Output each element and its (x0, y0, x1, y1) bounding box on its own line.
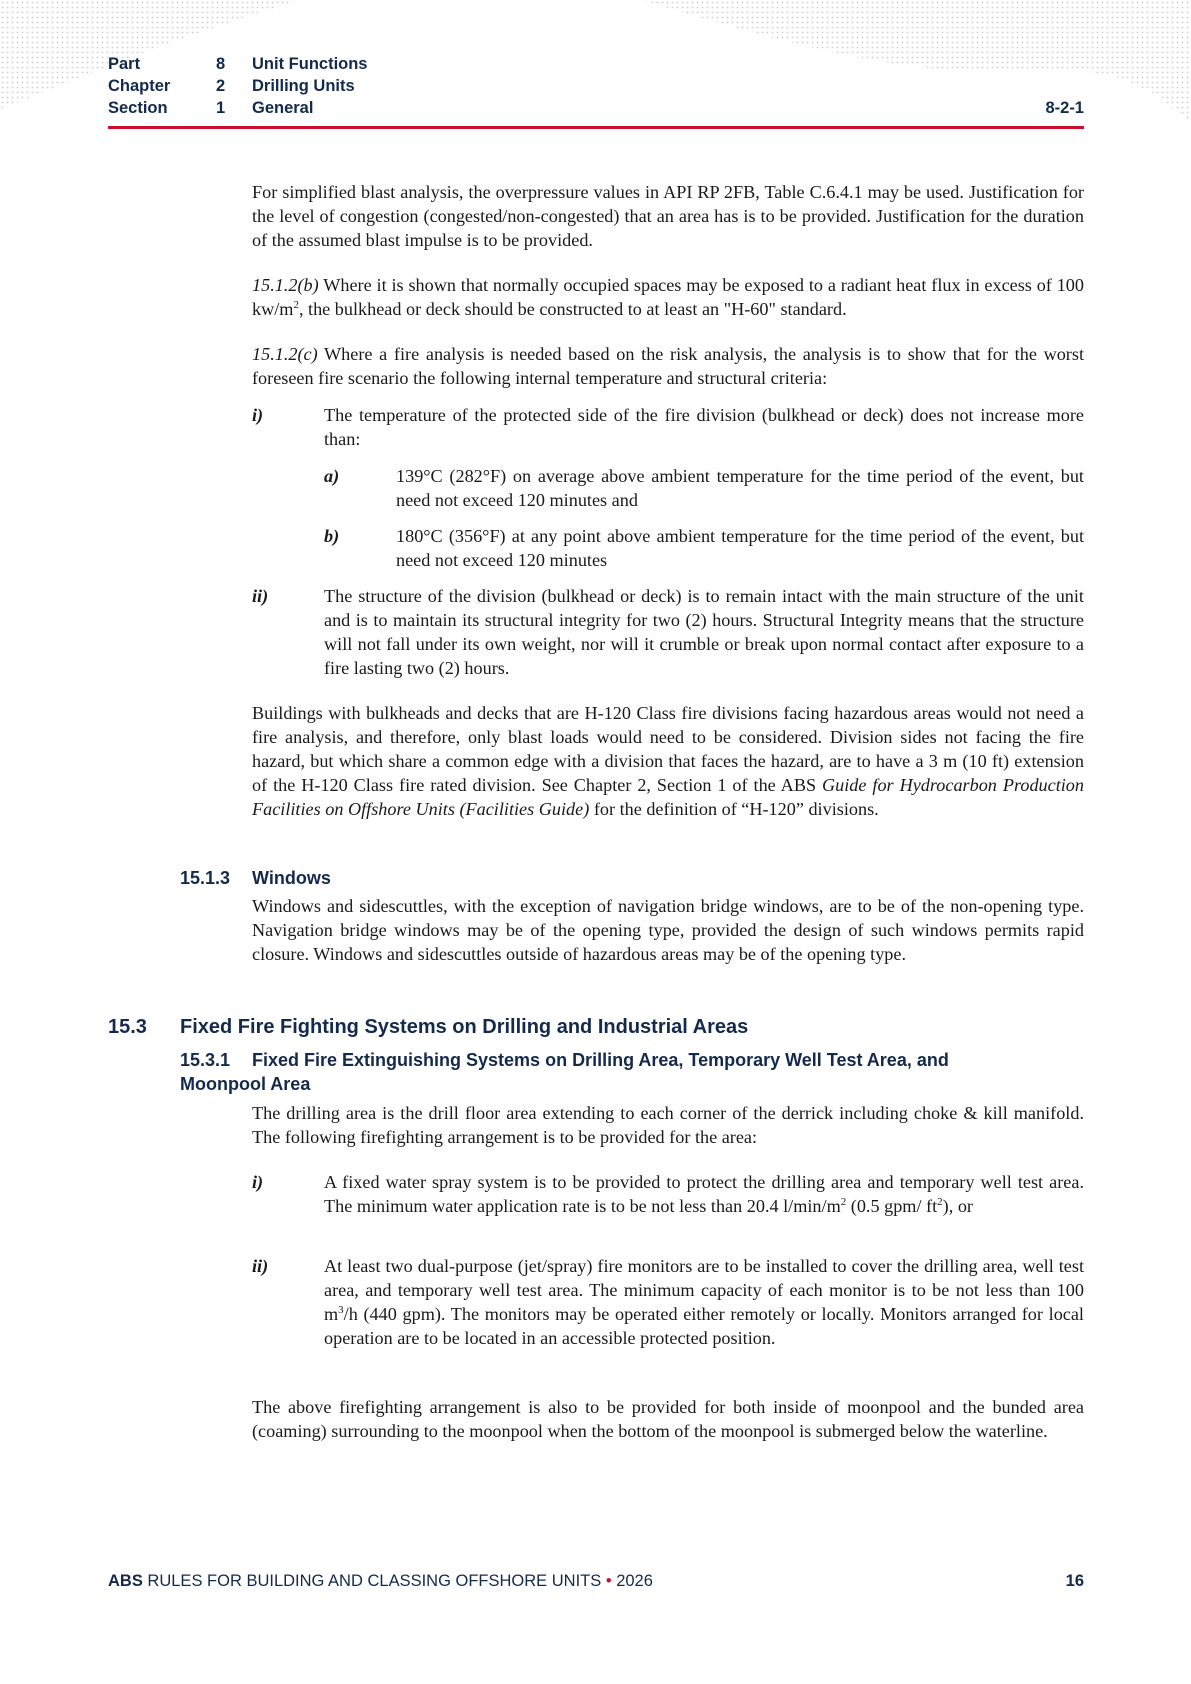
item-text: At least two dual-purpose (jet/spray) fire monitors are to be installed to cover the drilling area, well test area, and temporary well test area. The minimum capacity of each monitor is to be not less than 100 m (324, 1256, 1084, 1324)
list-marker: i) (252, 405, 264, 425)
list-marker: ii) (252, 586, 269, 606)
paragraph-15-1-2-b (252, 273, 1084, 321)
list-marker: i) (252, 1172, 264, 1192)
header-label: Chapter (108, 77, 171, 95)
clause-text: Where a fire analysis is needed based on the risk analysis, the analysis is to show that for the worst foreseen fire scenario the following internal temperature and structural criteria: (252, 344, 1084, 388)
paragraph-15-1-2-c (252, 342, 1084, 390)
footer-year: 2026 (611, 1572, 653, 1590)
header-label: Part (108, 55, 141, 73)
list-item-water-spray (324, 1170, 1084, 1218)
header-rule (108, 126, 1084, 129)
list-marker: a) (324, 466, 340, 486)
heading-number: 15.3.1 (180, 1050, 231, 1070)
list-marker: b) (324, 526, 340, 546)
list-marker: ii) (252, 1256, 269, 1276)
superscript: 2 (840, 1195, 847, 1208)
paragraph-windows: Windows and sidescuttles, with the exception of navigation bridge windows, are to be of the non-opening type. Navigation bridge windows may be of the opening type, provided the design of such windows permits rapid closure. Windows and sidescuttles outside of hazardous areas may be of the opening type. (252, 896, 1084, 964)
header-number: 1 (216, 99, 226, 117)
heading-title: Fixed Fire Fighting Systems on Drilling and Industrial Areas (180, 1016, 749, 1038)
list-item-fire-monitors (324, 1254, 1084, 1350)
heading-15-3 (108, 1014, 748, 1040)
footer-bullet: • (605, 1572, 612, 1590)
header-number: 8 (216, 55, 226, 73)
section-code: 8-2-1 (1045, 99, 1084, 117)
superscript: 2 (293, 298, 299, 311)
clause-text: Where it is shown that normally occupied spaces may be exposed to a radiant heat flux in excess of 100 kw/m (252, 275, 1084, 319)
running-footer (108, 1572, 1084, 1596)
header-number: 2 (216, 77, 226, 95)
item-text: /h (440 gpm). The monitors may be operated either remotely or locally. Monitors arranged for local operation are to be located in an accessible protected position. (324, 1304, 1084, 1348)
clause-ref: 15.1.2(b) (252, 275, 319, 295)
item-text: (0.5 gpm/ ft (846, 1196, 938, 1216)
paragraph-h120-divisions (252, 701, 1084, 821)
guide-title: Guide for Hydrocarbon Production Facilities on Offshore Units (Facilities Guide) (252, 775, 1084, 819)
page-number: 16 (1065, 1572, 1084, 1590)
clause-text: , the bulkhead or deck should be constructed to at least an "H-60" standard. (298, 299, 847, 319)
header-title: General (252, 99, 314, 117)
heading-number: 15.3 (108, 1016, 147, 1038)
paragraph-text: Buildings with bulkheads and decks that are H-120 Class fire divisions facing hazardous areas would not need a fire analysis, and therefore, only blast loads would need to be considered. Division sides not facing the fire hazard, but which share a common edge with a division that faces the hazard, are to have a 3 m (10 ft) extension of the H-120 Class fire rated division. See Chapter 2, Section 1 of the ABS (252, 703, 1084, 795)
header-label: Section (108, 99, 168, 117)
list-item-point-temp: 180°C (356°F) at any point above ambient temperature for the time period of the event, but need not exceed 120 minutes (396, 526, 1084, 570)
item-text: ), or (942, 1196, 973, 1216)
header-title: Drilling Units (252, 77, 355, 95)
clause-ref: 15.1.2(c) (252, 344, 318, 364)
heading-title: Windows (252, 868, 331, 888)
paragraph-text: for the definition of “H-120” divisions. (589, 799, 879, 819)
heading-number: 15.1.3 (180, 868, 231, 888)
paragraph-moonpool: The above firefighting arrangement is also to be provided for both inside of moonpool and the bunded area (coaming) surrounding to the moonpool when the bottom of the moonpool is submerged below the waterline. (252, 1397, 1084, 1441)
heading-15-1-3 (180, 866, 331, 890)
superscript: 3 (338, 1303, 344, 1316)
heading-title: Fixed Fire Extinguishing Systems on Drilling Area, Temporary Well Test Area, and (252, 1050, 949, 1070)
item-text: A fixed water spray system is to be provided to protect the drilling area and temporary well test area. The minimum water application rate is to be not less than 20.4 l/min/m (324, 1172, 1084, 1216)
footer-title: RULES FOR BUILDING AND CLASSING OFFSHORE UNITS (142, 1572, 606, 1590)
paragraph-blast-analysis: For simplified blast analysis, the overpressure values in API RP 2FB, Table C.6.4.1 may be used. Justification for the level of congestion (congested/non-congested) that an area has is to be provided. Justification for the duration of the assumed blast impulse is to be provided. (252, 182, 1084, 250)
header-title: Unit Functions (252, 55, 368, 73)
footer-brand: ABS (108, 1572, 143, 1590)
list-item-temperature: The temperature of the protected side of the fire division (bulkhead or deck) does not increase more than: (324, 405, 1084, 449)
heading-title-continued: Moonpool Area (180, 1074, 311, 1094)
running-header (108, 55, 1084, 130)
heading-15-3-1 (180, 1048, 1084, 1096)
list-item-average-temp: 139°C (282°F) on average above ambient temperature for the time period of the event, but need not exceed 120 minutes and (396, 466, 1084, 510)
superscript: 2 (937, 1195, 943, 1208)
list-item-structural-integrity: The structure of the division (bulkhead or deck) is to remain intact with the main structure of the unit and is to maintain its structural integrity for two (2) hours. Structural Integrity means that the structure will not fall under its own weight, nor will it crumble or break upon normal contact after exposure to a fire lasting two (2) hours. (324, 586, 1084, 678)
paragraph-drilling-area: The drilling area is the drill floor area extending to each corner of the derrick including choke & kill manifold. The following firefighting arrangement is to be provided for the area: (252, 1103, 1084, 1147)
